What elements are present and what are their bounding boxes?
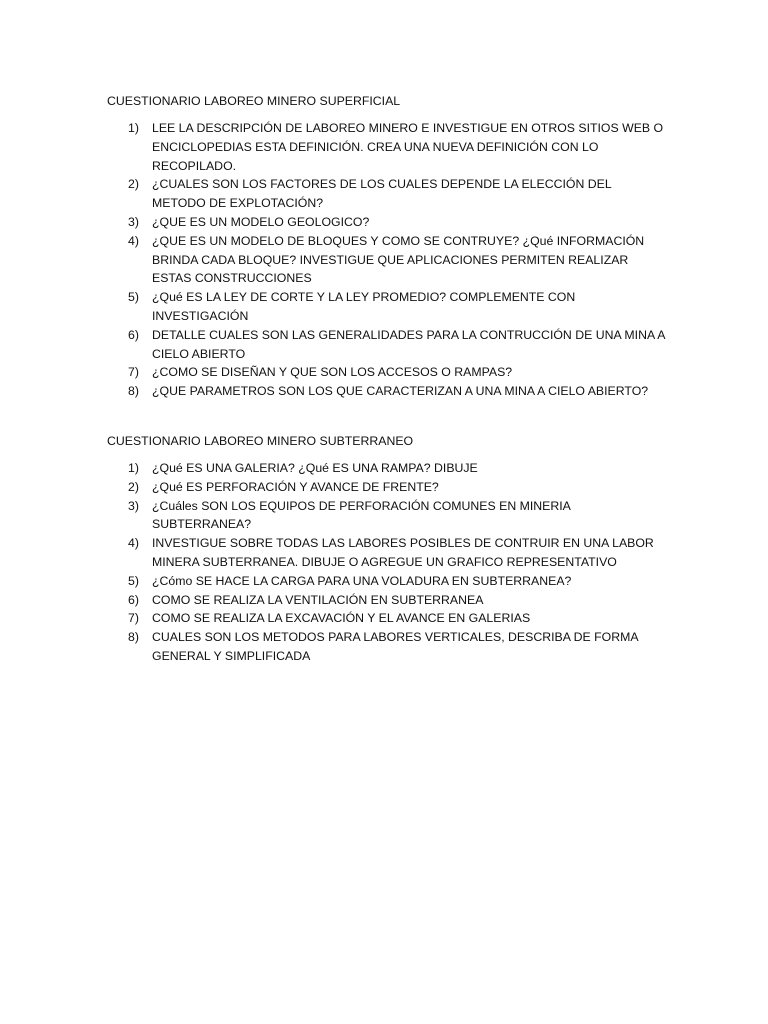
item-text: ¿Qué ES LA LEY DE CORTE Y LA LEY PROMEDIO? COMPLEMENTE CON INVESTIGACIÓN: [152, 290, 576, 323]
item-number: 7): [128, 365, 139, 380]
item-text: ¿QUE ES UN MODELO DE BLOQUES Y COMO SE CONTRUYE? ¿Qué INFORMACIÓN BRINDA CADA BLOQUE? INVESTIGUE QUE APLICACIONES PERMITEN REALIZAR ESTAS CONSTRUCCIONES: [152, 233, 645, 286]
list-item: [107, 382, 667, 401]
item-text: DETALLE CUALES SON LAS GENERALIDADES PARA LA CONTRUCCIÓN DE UNA MINA A CIELO ABIERTO: [152, 327, 665, 361]
list-item: [107, 591, 667, 610]
item-text: ¿QUE PARAMETROS SON LOS QUE CARACTERIZAN A UNA MINA A CIELO ABIERTO?: [152, 384, 649, 399]
item-number: 5): [128, 573, 139, 588]
list-item: [107, 213, 667, 232]
item-text: COMO SE REALIZA LA EXCAVACIÓN Y EL AVANCE EN GALERIAS: [152, 611, 531, 626]
item-number: 6): [128, 592, 139, 607]
item-number: 8): [128, 384, 139, 399]
section-title: CUESTIONARIO LABOREO MINERO SUPERFICIAL: [107, 94, 401, 108]
list-item: [107, 363, 667, 382]
item-text: INVESTIGUE SOBRE TODAS LAS LABORES POSIBLES DE CONTRUIR EN UNA LABOR MINERA SUBTERRANEA. DIBUJE O AGREGUE UN GRAFICO REPRESENTATIVO: [152, 536, 654, 569]
item-text: ¿Qué ES UNA GALERIA? ¿Qué ES UNA RAMPA? DIBUJE: [152, 461, 478, 475]
list-item: [107, 609, 667, 628]
item-text: COMO SE REALIZA LA VENTILACIÓN EN SUBTERRANEA: [152, 592, 484, 607]
item-text: ¿Cómo SE HACE LA CARGA PARA UNA VOLADURA EN SUBTERRANEA?: [152, 573, 572, 588]
item-number: 5): [128, 290, 139, 305]
item-number: 1): [128, 121, 139, 135]
list-item: [107, 232, 667, 288]
list-item: [107, 628, 667, 666]
item-text: LEE LA DESCRIPCIÓN DE LABOREO MINERO E INVESTIGUE EN OTROS SITIOS WEB O ENCICLOPEDIAS ESTA DEFINICIÓN. CREA UNA NUEVA DEFINICIÓN CON LO RECOPILADO.: [152, 121, 664, 173]
item-number: 1): [128, 461, 139, 475]
question-list: [107, 119, 667, 401]
item-number: 8): [128, 630, 139, 645]
item-number: 7): [128, 611, 139, 626]
item-text: CUALES SON LOS METODOS PARA LABORES VERTICALES, DESCRIBA DE FORMA GENERAL Y SIMPLIFICADA: [152, 630, 638, 663]
list-item: [107, 534, 667, 572]
list-item: [107, 288, 667, 326]
item-number: 2): [128, 479, 139, 494]
item-number: 3): [128, 498, 139, 513]
item-text: ¿Qué ES PERFORACIÓN Y AVANCE DE FRENTE?: [152, 479, 439, 494]
item-text: ¿CUALES SON LOS FACTORES DE LOS CUALES DEPENDE LA ELECCIÓN DEL METODO DE EXPLOTACIÓN?: [152, 177, 612, 211]
item-number: 3): [128, 214, 139, 229]
section-title: CUESTIONARIO LABOREO MINERO SUBTERRANEO: [107, 434, 414, 448]
list-item: [107, 497, 667, 535]
item-text: ¿QUE ES UN MODELO GEOLOGICO?: [152, 214, 370, 229]
item-text: ¿COMO SE DISEÑAN Y QUE SON LOS ACCESOS O RAMPAS?: [152, 365, 513, 380]
question-list: [107, 459, 667, 666]
item-number: 6): [128, 327, 139, 342]
item-number: 2): [128, 177, 139, 192]
list-item: [107, 175, 667, 213]
item-text: ¿Cuáles SON LOS EQUIPOS DE PERFORACIÓN COMUNES EN MINERIA SUBTERRANEA?: [152, 498, 571, 532]
list-item: [107, 326, 667, 364]
item-number: 4): [128, 536, 139, 551]
section-subterraneo: [107, 432, 667, 666]
list-item: [107, 459, 667, 478]
list-item: [107, 478, 667, 497]
list-item: [107, 572, 667, 591]
section-superficial: [107, 92, 667, 401]
list-item: [107, 119, 667, 175]
item-number: 4): [128, 233, 139, 248]
